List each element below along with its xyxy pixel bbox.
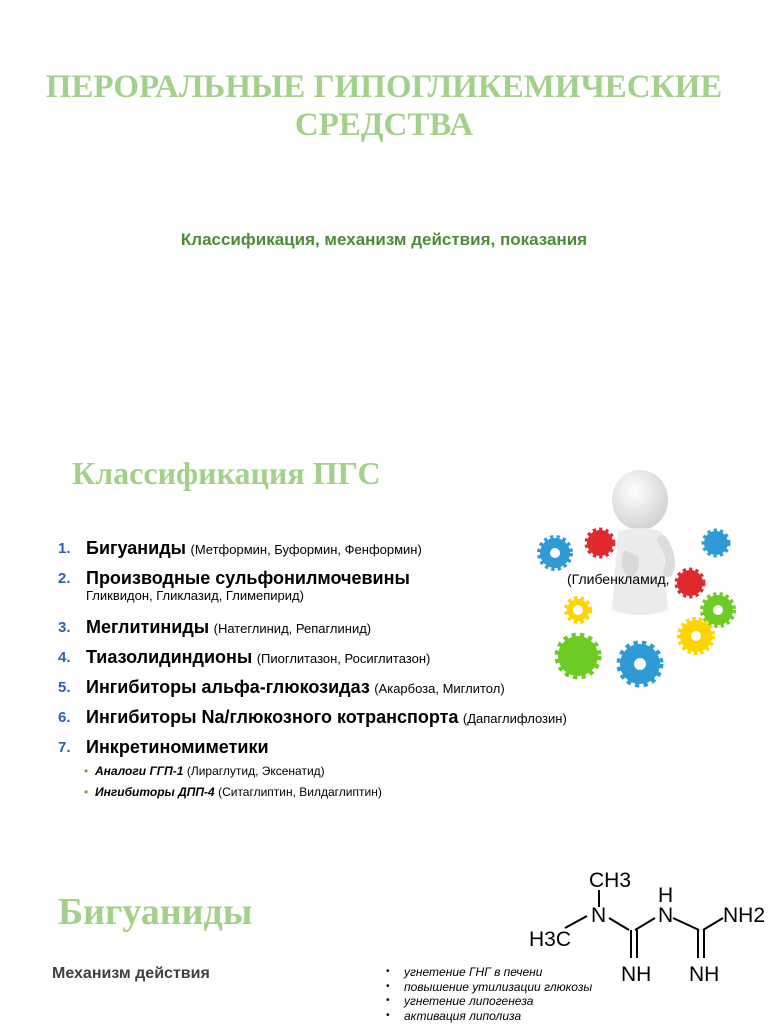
item-number: 6.	[58, 709, 71, 726]
item-examples: (Дапаглифлозин)	[462, 711, 567, 726]
sublist-label: Аналоги ГГП-1	[95, 764, 184, 778]
subtitle: Классификация, механизм действия, показания	[180, 230, 588, 249]
list-item	[58, 676, 758, 706]
list-item	[58, 616, 758, 646]
atom-label: N	[658, 904, 674, 927]
main-title	[0, 68, 768, 144]
bullet-icon: •	[386, 1009, 390, 1021]
list-item	[58, 706, 758, 736]
sublist-examples: (Ситаглиптин, Вилдаглиптин)	[218, 785, 382, 799]
bullet-icon: •	[386, 966, 390, 977]
sublist-item	[84, 764, 382, 785]
incretin-sublist	[84, 764, 382, 806]
main-title-line1: ПЕРОРАЛЬНЫЕ ГИПОГЛИКЕМИЧЕСКИЕ	[45, 69, 723, 105]
bullet-icon: •	[386, 980, 390, 992]
atom-label: N	[591, 904, 607, 927]
item-name: Ингибиторы Na/глюкозного котранспорта	[86, 707, 459, 727]
item-number: 4.	[58, 649, 71, 666]
item-name: Производные сульфонилмочевины	[86, 568, 410, 588]
title-slide	[0, 0, 768, 410]
item-name: Меглитиниды	[86, 617, 210, 637]
list-item	[58, 537, 758, 567]
item-examples: (Пиоглитазон, Росиглитазон)	[256, 651, 431, 666]
atom-label: NH2	[723, 904, 766, 927]
item-name: Тиазолидиндионы	[86, 647, 253, 667]
item-name: Бигуаниды	[86, 538, 187, 558]
atom-label: H3C	[529, 928, 572, 951]
item-examples: (Акарбоза, Миглитол)	[374, 681, 505, 696]
sublist-label: Ингибиторы ДПП-4	[95, 785, 215, 799]
mechanism-text: повышение утилизации глюкозы	[404, 979, 593, 994]
main-title-line2: СРЕДСТВА	[294, 107, 474, 143]
mechanism-text: активация липолиза	[404, 1008, 522, 1023]
atom-label: NH	[689, 963, 720, 986]
metformin-structure	[525, 860, 768, 990]
item-number: 2.	[58, 570, 71, 587]
item-name: Инкретиномиметики	[86, 737, 269, 757]
mechanism-text: угнетение ГНГ в печени	[404, 965, 543, 979]
atom-label: CH3	[589, 869, 632, 892]
classification-list	[58, 537, 758, 766]
mechanism-text: угнетение липогенеза	[404, 994, 534, 1008]
biguanides-slide	[0, 860, 768, 1024]
list-item	[58, 646, 758, 676]
atom-label: H	[658, 884, 674, 907]
list-item	[386, 994, 592, 1009]
item-number: 5.	[58, 679, 71, 696]
item-examples: (Метформин, Буформин, Фенформин)	[190, 542, 422, 557]
item-name: Ингибиторы альфа-глюкозидаз	[86, 677, 370, 697]
item-examples: Гликвидон, Гликлазид, Глимепирид)	[86, 588, 304, 603]
overlap-example-text: (Глибенкламид,	[567, 571, 670, 587]
bullet-icon: •	[386, 995, 390, 1006]
list-item	[58, 736, 758, 766]
classification-title: Классификация ПГС	[72, 455, 381, 491]
item-number: 3.	[58, 619, 71, 636]
sublist-examples: (Лираглутид, Эксенатид)	[186, 764, 325, 778]
biguanides-title: Бигуаниды	[58, 891, 253, 933]
list-item	[386, 1009, 592, 1024]
list-item	[58, 567, 758, 616]
bullet-icon: •	[84, 764, 89, 778]
item-number: 1.	[58, 540, 71, 557]
classification-slide	[0, 430, 768, 830]
atom-label: NH	[621, 963, 652, 986]
mechanism-label: Механизм действия	[52, 965, 210, 982]
bullet-icon: •	[84, 785, 89, 799]
item-examples: (Натеглинид, Репаглинид)	[213, 621, 372, 636]
sublist-item	[84, 785, 382, 806]
item-number: 7.	[58, 739, 71, 756]
